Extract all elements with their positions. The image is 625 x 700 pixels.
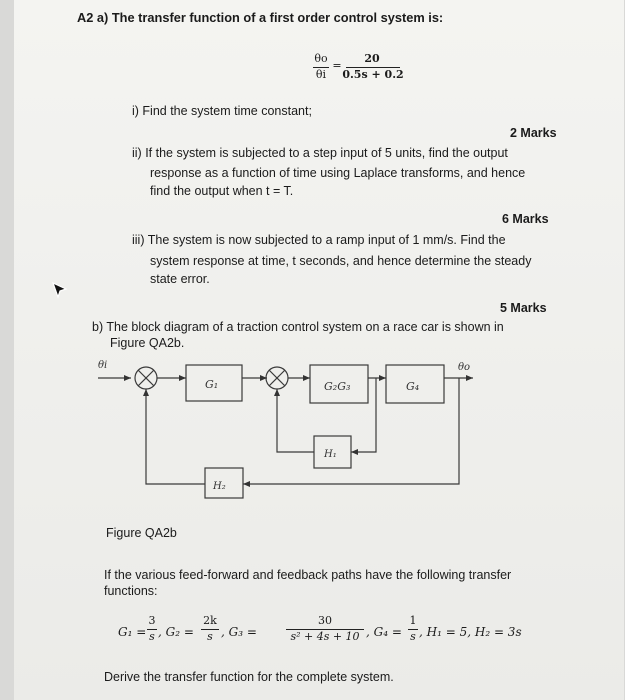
input-label: θi	[98, 360, 108, 371]
part-i-text: i) Find the system time constant;	[132, 104, 312, 118]
part-i-marks: 2 Marks	[510, 126, 557, 140]
g2-denominator: s	[207, 630, 213, 643]
part-b-line-1: b) The block diagram of a traction control system on a race car is shown in	[92, 320, 504, 334]
block-h2-label: H₂	[213, 481, 226, 492]
part-b-line-2: Figure QA2b.	[110, 336, 185, 350]
final-instruction: Derive the transfer function for the complete system.	[104, 670, 394, 684]
g1-numerator: 3	[148, 614, 156, 627]
tf-lhs-denominator: θi	[315, 68, 327, 81]
g4-numerator: 1	[409, 614, 417, 627]
g3-label: , G₃ =	[221, 625, 257, 639]
question-heading: A2 a) The transfer function of a first order control system is:	[77, 10, 444, 25]
part-iii-marks: 5 Marks	[500, 301, 547, 315]
block-h1-label: H₁	[324, 449, 337, 460]
exam-paper	[14, 0, 624, 700]
part-iii-line-1: iii) The system is now subjected to a ramp input of 1 mm/s. Find the	[132, 233, 506, 247]
figure-caption: Figure QA2b	[106, 526, 177, 540]
mouse-cursor-icon	[50, 280, 70, 302]
block-diagram	[14, 0, 624, 520]
tf-lhs-numerator: θo	[314, 52, 328, 65]
g2-label: , G₂ =	[158, 625, 194, 639]
part-ii-line-2: response as a function of time using Laplace transforms, and hence	[150, 166, 526, 180]
tf-equals-sign: =	[332, 59, 342, 72]
h-values: , H₁ = 5, H₂ = 3s	[419, 625, 522, 639]
block-g1-label: G₁	[205, 378, 219, 391]
part-ii-marks: 6 Marks	[502, 212, 549, 226]
g3-denominator: s² + 4s + 10	[290, 630, 360, 643]
part-iii-line-3: state error.	[150, 272, 210, 286]
g4-denominator: s	[410, 630, 416, 643]
tf-rhs-numerator: 20	[364, 52, 380, 65]
part-ii-line-1: ii) If the system is subjected to a step input of 5 units, find the output	[132, 146, 508, 160]
g3-numerator: 30	[318, 614, 332, 627]
body-line-1: If the various feed-forward and feedback paths have the following transfer	[104, 568, 512, 582]
g4-label: , G₄ =	[366, 625, 402, 639]
g2-numerator: 2k	[203, 614, 217, 627]
output-label: θo	[458, 362, 471, 373]
block-g4-label: G₄	[406, 380, 420, 393]
body-line-2: functions:	[104, 584, 158, 598]
g1-label: G₁ =	[118, 625, 147, 639]
g1-denominator: s	[149, 630, 155, 643]
part-iii-line-2: system response at time, t seconds, and hence determine the steady	[150, 254, 532, 268]
tf-rhs-denominator: 0.5s + 0.2	[342, 68, 404, 81]
block-g2g3-label: G₂G₃	[324, 380, 351, 393]
part-ii-line-3: find the output when t = T.	[150, 184, 294, 198]
